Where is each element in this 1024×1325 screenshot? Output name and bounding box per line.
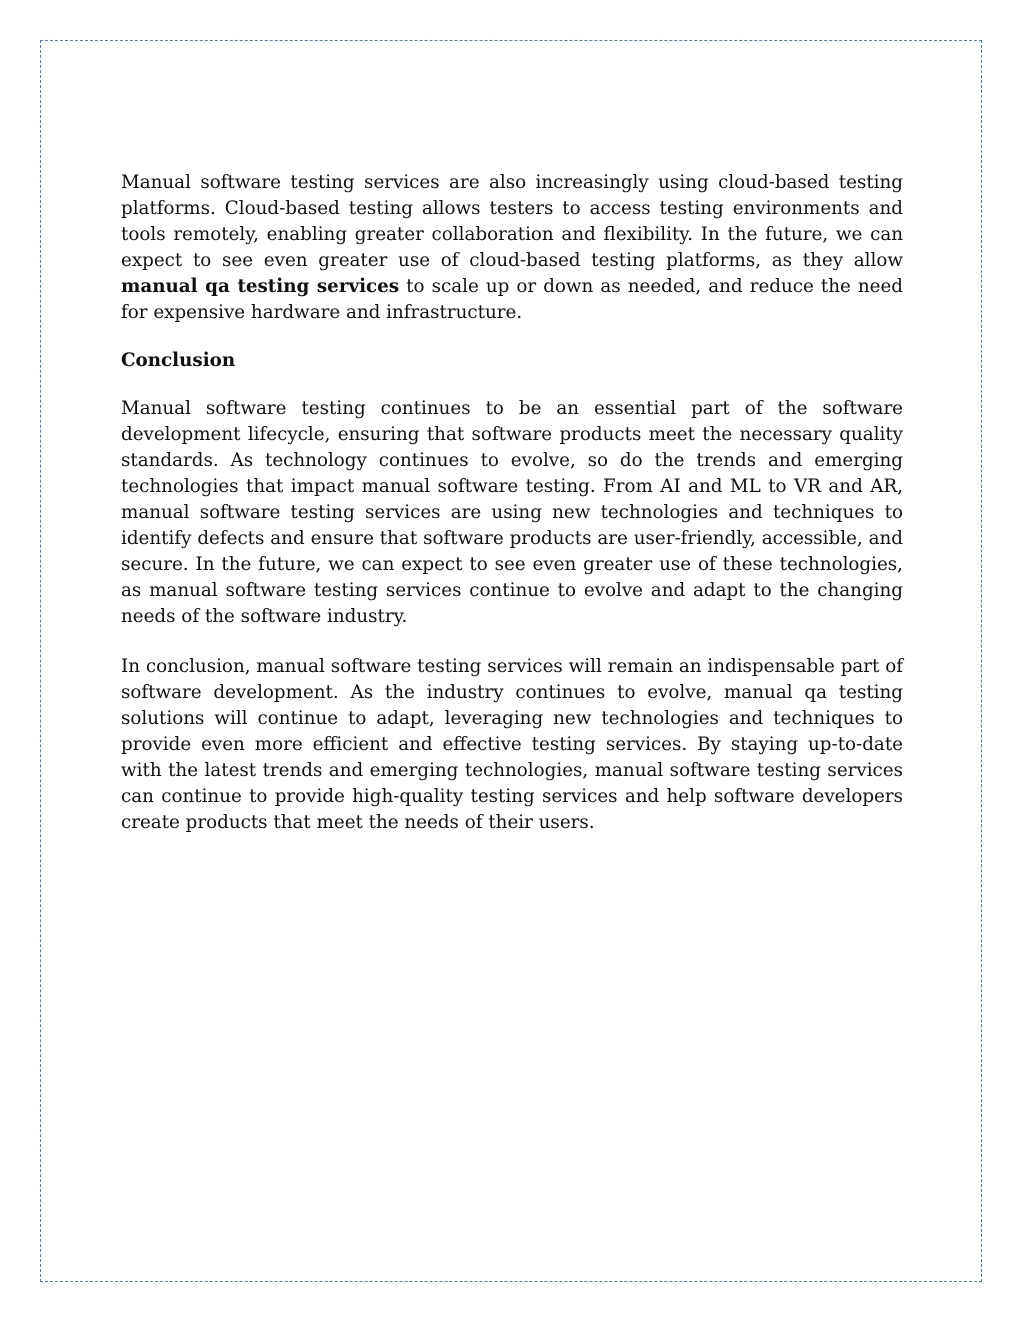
paragraph-1-text-start: Manual software testing services are also increasingly using cloud-based testing platforms. Cloud-based testing allows testers to access testing environments and tools remotely, enabling greater collaboration and flexibility. In the future, we can expect to see even greater use of cloud-based testing platforms, as they allow [121, 172, 903, 271]
paragraph-conclusion-2: In conclusion, manual software testing services will remain an indispensable part of software development. As the industry continues to evolve, manual qa testing solutions will continue to adapt, leveraging new technologies and techniques to provide even more efficient and effective testing services. By staying up-to-date with the latest trends and emerging technologies, manual software testing services can continue to provide high-quality testing services and help software developers create products that meet the needs of their users. [121, 656, 903, 833]
manual-qa-testing-services-link[interactable]: manual qa testing services [121, 276, 400, 297]
paragraph-1-text-end: to scale up or down as needed, and reduce the need for expensive hardware and infrastructure. [121, 276, 903, 323]
paragraph-conclusion-1: Manual software testing continues to be an essential part of the software development lifecycle, ensuring that software products meet the necessary quality standards. As technology continues to evolve, so do the trends and emerging technologies that impact manual software testing. From AI and ML to VR and AR, manual software testing services are using new technologies and techniques to identify defects and ensure that software products are user-friendly, accessible, and secure. In the future, we can expect to see even greater use of these technologies, as manual software testing services continue to evolve and adapt to the changing needs of the software industry. [121, 398, 903, 627]
document-body [121, 170, 903, 836]
paragraph-cloud-testing [121, 170, 903, 326]
conclusion-heading: Conclusion [121, 350, 236, 371]
